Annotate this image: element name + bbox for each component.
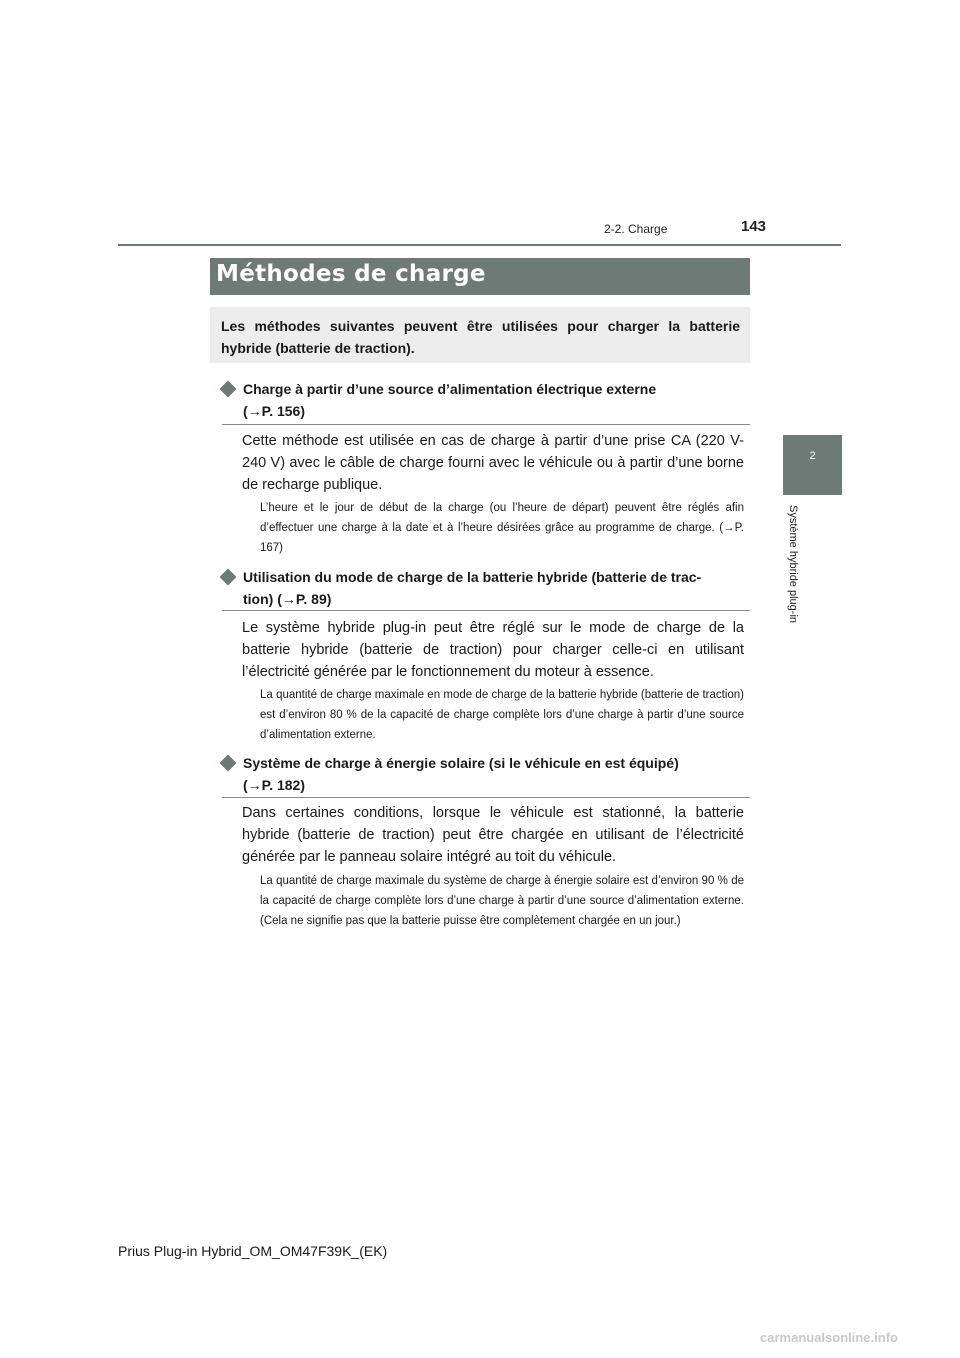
- item-heading-1: [222, 378, 750, 422]
- chapter-tab-number: 2: [809, 450, 816, 462]
- watermark: carmanualsonline.info: [760, 1330, 898, 1345]
- page-title: Méthodes de charge: [216, 261, 486, 287]
- diamond-bullet-icon: [220, 569, 237, 586]
- item-heading-2-line1: Utilisation du mode de charge de la batterie hybride (batterie de trac-: [243, 569, 702, 585]
- item-heading-3-line1: Système de charge à énergie solaire (si le véhicule en est équipé): [243, 755, 679, 771]
- diamond-bullet-icon: [220, 755, 237, 772]
- item-heading-1-line1: Charge à partir d’une source d’alimentation électrique externe: [243, 381, 657, 397]
- item-note-2: La quantité de charge maximale en mode de charge de la batterie hybride (batterie de traction) est d’environ 80 % de la capacité de charge complète lors d’une charge à partir d’une source d’alimentation externe.: [260, 689, 744, 741]
- intro-text: Les méthodes suivantes peuvent être utilisées pour charger la batterie hybride (batterie de traction).: [221, 318, 740, 356]
- item-heading-2-line2: tion) (→P. 89): [243, 591, 332, 607]
- item-body-2: Le système hybride plug-in peut être réglé sur le mode de charge de la batterie hybride (batterie de traction) pour charger celle-ci en utilisant l’électricité générée par le fonctionnement du moteur à essence.: [242, 620, 744, 680]
- page-number: 143: [741, 218, 767, 235]
- item-heading-3: [222, 752, 750, 796]
- footer-document-id: Prius Plug-in Hybrid_OM_OM47F39K_(EK): [118, 1243, 388, 1259]
- item-rule-2: [222, 610, 750, 611]
- header-rule: [118, 244, 841, 246]
- item-heading-3-line2: (→P. 182): [243, 777, 305, 793]
- item-note-3: La quantité de charge maximale du système de charge à énergie solaire est d’environ 90 % de la capacité de charge complète lors d’une charge à partir d’une source d’alimentation externe. (Cela ne signifie pas que la batterie puisse être complètement chargée en un jour.): [260, 875, 744, 927]
- diamond-bullet-icon: [220, 381, 237, 398]
- item-note-1: L’heure et le jour de début de la charge (ou l’heure de départ) peuvent être réglés afin d’effectuer une charge à la date et à l’heure désirées grâce au programme de charge. (→P. 167): [260, 502, 744, 554]
- chapter-title-text: Système hybride plug-in: [787, 505, 799, 624]
- intro-box: [210, 307, 750, 363]
- chapter-tab: [783, 435, 842, 495]
- item-heading-1-line2: (→P. 156): [243, 403, 305, 419]
- item-heading-2: [222, 566, 750, 610]
- section-label: 2-2. Charge: [604, 222, 668, 236]
- item-rule-3: [222, 797, 750, 798]
- chapter-title-vertical: [778, 505, 808, 645]
- item-rule-1: [222, 424, 750, 425]
- item-body-1: Cette méthode est utilisée en cas de charge à partir d’une prise CA (220 V-240 V) avec le câble de charge fourni avec le véhicule ou à partir d’une borne de recharge publique.: [242, 433, 744, 493]
- item-body-3: Dans certaines conditions, lorsque le véhicule est stationné, la batterie hybride (batterie de traction) peut être chargée en utilisant de l’électricité générée par le panneau solaire intégré au toit du véhicule.: [242, 805, 744, 865]
